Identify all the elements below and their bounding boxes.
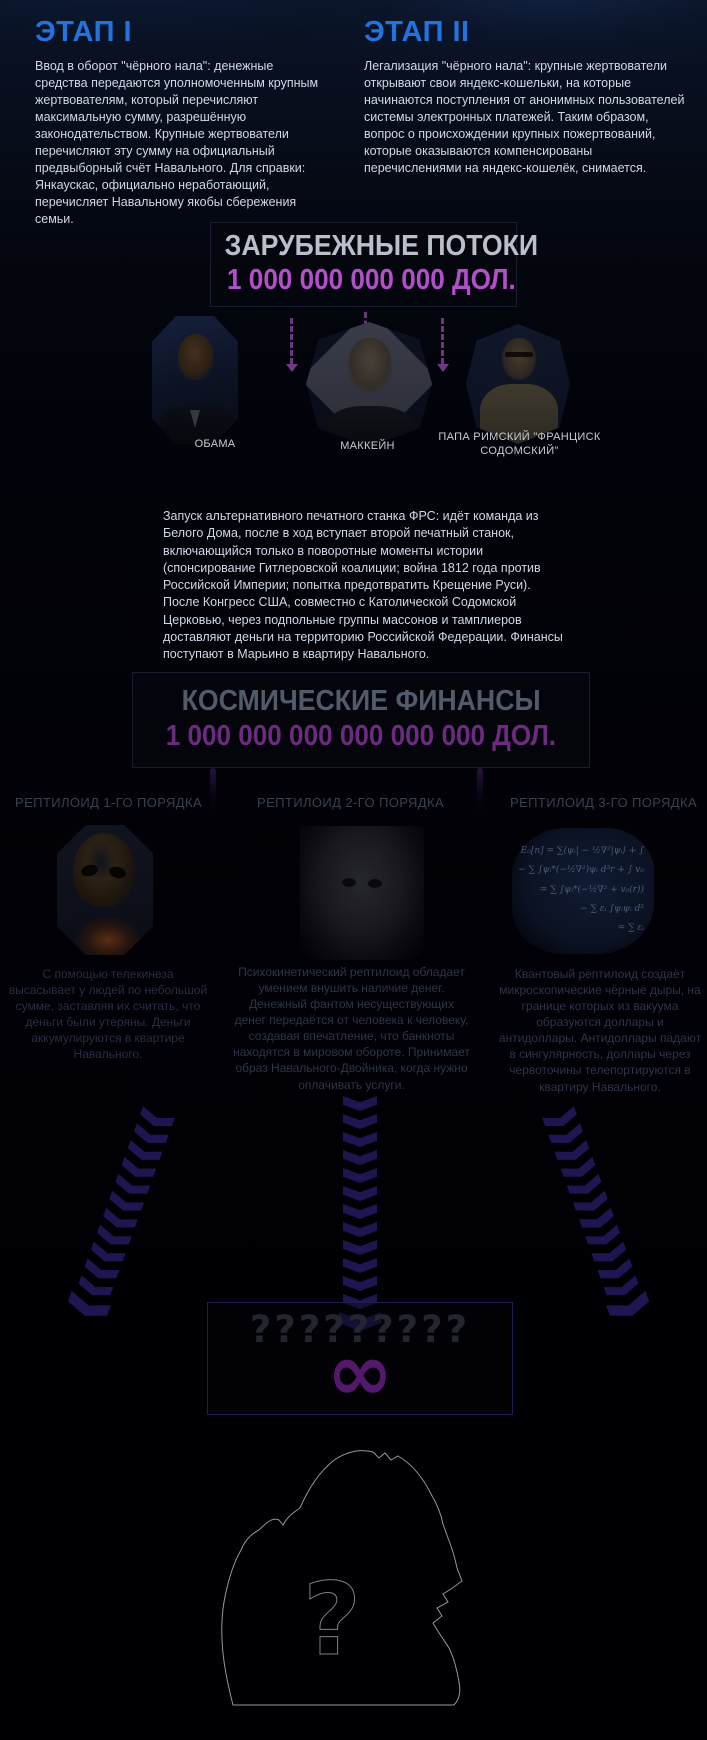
stage-2-section [364, 16, 686, 177]
figure-label-mccain: МАККЕЙН [340, 440, 395, 452]
chevron-down-icon [343, 1114, 377, 1129]
chevron-down-icon [585, 1225, 622, 1251]
chevron-down-icon [101, 1208, 138, 1234]
reptiloid-1-image [57, 825, 153, 955]
foreign-flows-amount: 1 000 000 000 000 ДОЛ. [227, 264, 516, 296]
chevron-down-icon [95, 1225, 132, 1251]
chevron-down-icon [343, 1258, 377, 1273]
fed-paragraph: Запуск альтернативного печатного станка ФРС: идёт команда из Белого Дома, после в ход вступает второй печатный станок, включающийся только в поворотные моменты истории (спонсирование Гитлеровской коалиции; война 1812 года против Российской Империи; попытка предотвратить Крещение Руси). После Конгресс США, совместно с Католической Содомской Церковью, через подпольные группы массонов и тамплиеров доставляют деньги на территорию Российской Федерации. Финансы поступают в Марьино в квартиру Навального. [163, 509, 563, 661]
reptiloid-1-title: РЕПТИЛОИД 1-ГО ПОРЯДКА [15, 795, 203, 810]
chevron-down-icon [82, 1258, 119, 1284]
cosmic-finances-banner [132, 672, 590, 768]
chevron-stream-right [538, 1105, 652, 1323]
foreign-flows-banner [210, 222, 539, 307]
chevron-down-icon [606, 1291, 652, 1323]
chevron-down-icon [560, 1157, 597, 1183]
glow-streak [477, 768, 483, 814]
portrait-obama [152, 316, 238, 444]
formula-line: = ∑ εᵢ [617, 923, 644, 934]
portrait-face [152, 316, 238, 444]
chevron-down-icon [343, 1204, 377, 1219]
chevron-down-icon [591, 1242, 628, 1268]
chevron-down-icon [126, 1140, 163, 1166]
portrait-face [306, 322, 432, 446]
stage-1-title: ЭТАП I [35, 16, 133, 48]
cosmic-finances-amount: 1 000 000 000 000 000 000 ДОЛ. [165, 720, 557, 752]
infinity-icon: ∞ [326, 1326, 394, 1419]
chevron-down-icon [573, 1191, 610, 1217]
reptiloid-3-description: Квантовый рептилоид создаёт микроскопические чёрные дыры, на границе которых из вакуума образуются доллары и антидоллары. Антидоллары падают в сингулярность, доллары через червоточины телепортируются в квартиру Навального. [498, 967, 702, 1094]
figure-label-pope: ПАПА РИМСКИЙ "ФРАНЦИСК СОДОМСКИЙ" [438, 431, 601, 458]
chevron-down-icon [119, 1157, 156, 1183]
reptiloid-1-description: С помощью телекинеза высасывает у людей по небольшой сумме, заставляя их считать, что деньги были утеряны. Деньги аккумулируются в квартире Навального. [8, 967, 208, 1062]
reptiloid-3-title: РЕПТИЛОИД 3-ГО ПОРЯДКА [510, 795, 698, 810]
chevron-down-icon [343, 1096, 377, 1111]
formula-line: E₀[n] = ∑⟨ψᵢ| − ½∇²|ψᵢ⟩ + ∫ [520, 846, 644, 856]
chevron-stream-center [339, 1096, 381, 1331]
unknown-figure-silhouette [155, 1442, 555, 1710]
portrait-face [466, 324, 570, 444]
chevron-down-icon [89, 1242, 126, 1268]
reptiloid-3-formula-image [512, 828, 654, 954]
chevron-down-icon [542, 1106, 579, 1132]
formula-line: − ∑ ∫ψᵢ*(−½∇²)ψᵢ d³r + ∫ v₀ [518, 865, 644, 876]
arrow-down-icon [290, 318, 293, 364]
chevron-down-icon [343, 1222, 377, 1237]
chevron-down-icon [604, 1275, 641, 1301]
silhouette-question-mark: ? [303, 1561, 362, 1678]
chevron-down-icon [567, 1174, 604, 1200]
arrow-down-icon [441, 318, 444, 364]
mystery-box [207, 1302, 513, 1419]
chevron-down-icon [343, 1150, 377, 1165]
cosmic-finances-title: КОСМИЧЕСКИЕ ФИНАНСЫ [181, 685, 541, 717]
reptiloid-2-image [300, 826, 424, 960]
portrait-pope [466, 324, 570, 444]
chevron-down-icon [343, 1186, 377, 1201]
reptiloid-2-title: РЕПТИЛОИД 2-ГО ПОРЯДКА [257, 795, 445, 810]
stage-2-title: ЭТАП II [364, 16, 470, 48]
chevron-down-icon [554, 1140, 591, 1166]
chevron-down-icon [579, 1208, 616, 1234]
chevron-down-icon [107, 1191, 144, 1217]
chevron-down-icon [113, 1174, 150, 1200]
stage-1-section [35, 16, 323, 228]
chevron-down-icon [343, 1132, 377, 1147]
chevron-down-icon [76, 1275, 113, 1301]
chevron-stream-left [65, 1105, 179, 1323]
chevron-down-icon [343, 1168, 377, 1183]
chevron-down-icon [343, 1276, 377, 1291]
reptiloid-2-description: Психокинетический рептилоид обладает умением внушить наличие денег. Денежный фантом несуществующих денег передаётся от человека к человеку, создавая впечатление, что банкноты находятся в мировом обороте. Принимает образ Навального-Двойника, когда нужно оплачивать услуги. [233, 965, 470, 1092]
stage-1-body: Ввод в оборот "чёрного нала": денежные средства передаются уполномоченным крупным жертвователям, который перечисляют максимальную сумму, разрешённую законодательством. Крупные жертвователи перечисляют эту сумму на официальный предвыборный счёт Навального. Для справки: Янкаускас, официально неработающий, перечисляет Навальному якобы сбережения семьи. [35, 59, 319, 226]
chevron-down-icon [132, 1123, 169, 1149]
portrait-mccain [306, 322, 432, 446]
figure-label-obama: ОБАМА [194, 438, 236, 450]
chevron-down-icon [343, 1240, 377, 1255]
question-marks-row: ????????? [249, 1308, 471, 1351]
formula-line: − ∑ εᵢ ∫ψᵢψᵢ d³ [580, 904, 644, 915]
formula-line: = ∑ ∫ψᵢ*(−½∇² + v₀(r)) [539, 884, 644, 895]
chevron-down-icon [65, 1291, 111, 1323]
foreign-flows-title: ЗАРУБЕЖНЫЕ ПОТОКИ [224, 230, 539, 262]
chevron-down-icon [597, 1258, 634, 1284]
glow-streak [210, 768, 216, 814]
stage-2-body: Легализация "чёрного нала": крупные жертвователи открывают свои яндекс-кошельки, на которые начинаются поступления от анонимных пользователей системы электронных платежей. Таким образом, вопрос о происхождении крупных пожертвований, которые оказываются компенсированы перечислениями на яндекс-кошелёк, снимается. [364, 59, 685, 175]
chevron-down-icon [548, 1123, 585, 1149]
chevron-down-icon [138, 1106, 175, 1132]
